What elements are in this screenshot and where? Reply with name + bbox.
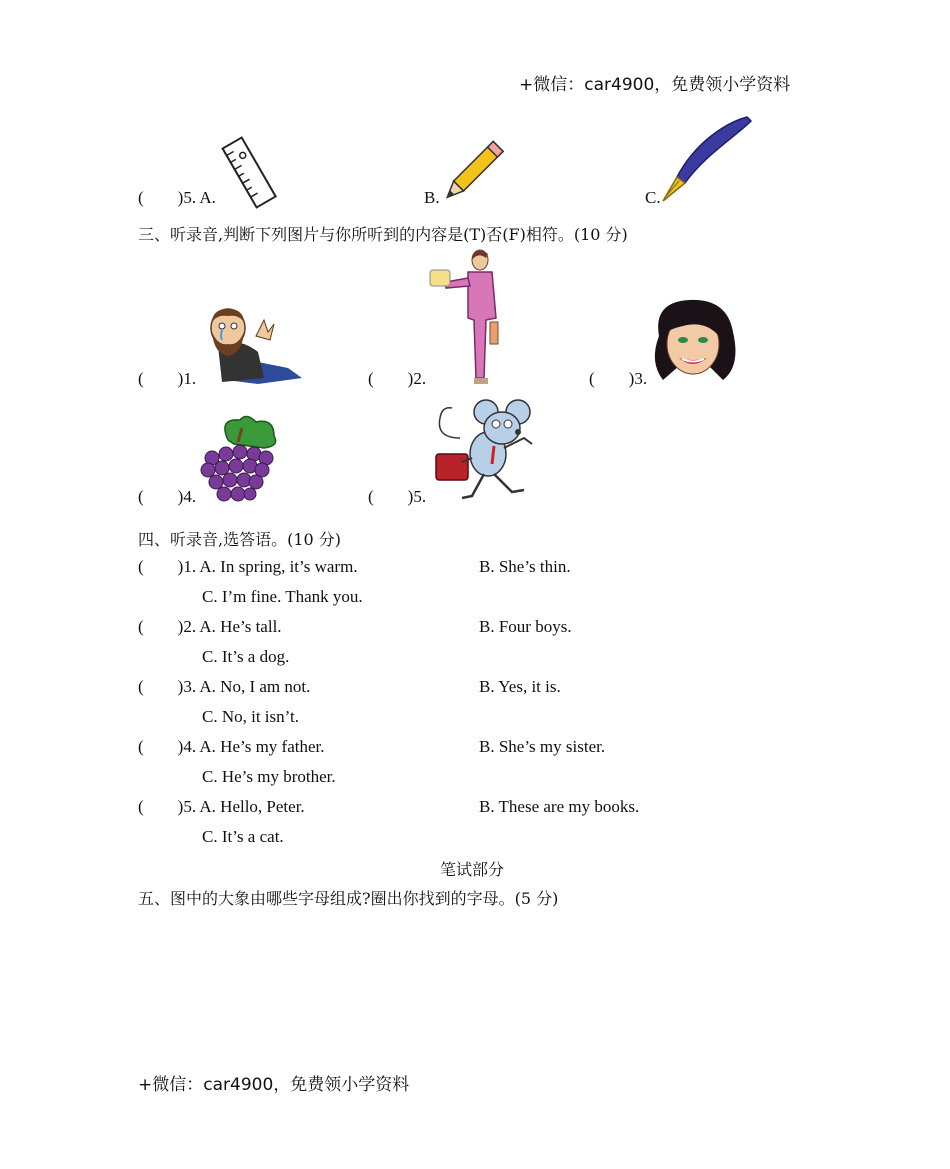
- section3-item-2: ( )2.: [368, 369, 427, 388]
- section4-q3-option-a: ( )3. A. No, I am not.: [138, 677, 311, 696]
- running-mouse-icon: [432, 398, 542, 504]
- section4-q4-option-a: ( )4. A. He’s my father.: [138, 737, 325, 756]
- section4-q5-option-b: B. These are my books.: [479, 797, 640, 816]
- section4-q2-option-b: B. Four boys.: [479, 617, 572, 636]
- footer-watermark: +微信：car4900，免费领小学资料: [138, 1075, 410, 1095]
- section3-heading: 三、听录音,判断下列图片与你所听到的内容是(T)否(F)相符。(10 分): [138, 225, 628, 244]
- quill-pen-icon: [655, 115, 755, 207]
- written-part-title: 笔试部分: [440, 860, 505, 879]
- section4-q4-option-b: B. She’s my sister.: [479, 737, 606, 756]
- section4-q5-option-a: ( )5. A. Hello, Peter.: [138, 797, 305, 816]
- section4-q4-option-c: C. He’s my brother.: [202, 767, 336, 786]
- section3-item-5: ( )5.: [368, 487, 427, 506]
- section4-q2-option-c: C. It’s a dog.: [202, 647, 290, 666]
- section4-q5-option-c: C. It’s a cat.: [202, 827, 284, 846]
- section2-q5-label: ( )5. A.: [138, 188, 216, 207]
- header-watermark: +微信：car4900，免费领小学资料: [519, 75, 791, 95]
- bearded-man-crying-icon: [198, 306, 306, 386]
- section4-heading: 四、听录音,选答语。(10 分): [138, 530, 342, 549]
- smiling-woman-icon: [649, 296, 739, 386]
- section3-item-3: ( )3.: [589, 369, 648, 388]
- man-in-pink-suit-icon: [428, 248, 508, 386]
- ruler-icon: [220, 136, 280, 208]
- grapes-icon: [198, 414, 282, 504]
- section3-item-4: ( )4.: [138, 487, 197, 506]
- pencil-icon: [440, 140, 504, 208]
- section4-q2-option-a: ( )2. A. He’s tall.: [138, 617, 282, 636]
- section2-q5-option-b: B.: [424, 188, 440, 207]
- section3-item-1: ( )1.: [138, 369, 197, 388]
- section2-q5-option-c: C.: [645, 188, 661, 207]
- section4-q3-option-b: B. Yes, it is.: [479, 677, 561, 696]
- section4-q1-option-a: ( )1. A. In spring, it’s warm.: [138, 557, 358, 576]
- section4-q1-option-c: C. I’m fine. Thank you.: [202, 587, 363, 606]
- section4-q3-option-c: C. No, it isn’t.: [202, 707, 299, 726]
- section5-heading: 五、图中的大象由哪些字母组成?圈出你找到的字母。(5 分): [138, 889, 559, 908]
- section4-q1-option-b: B. She’s thin.: [479, 557, 571, 576]
